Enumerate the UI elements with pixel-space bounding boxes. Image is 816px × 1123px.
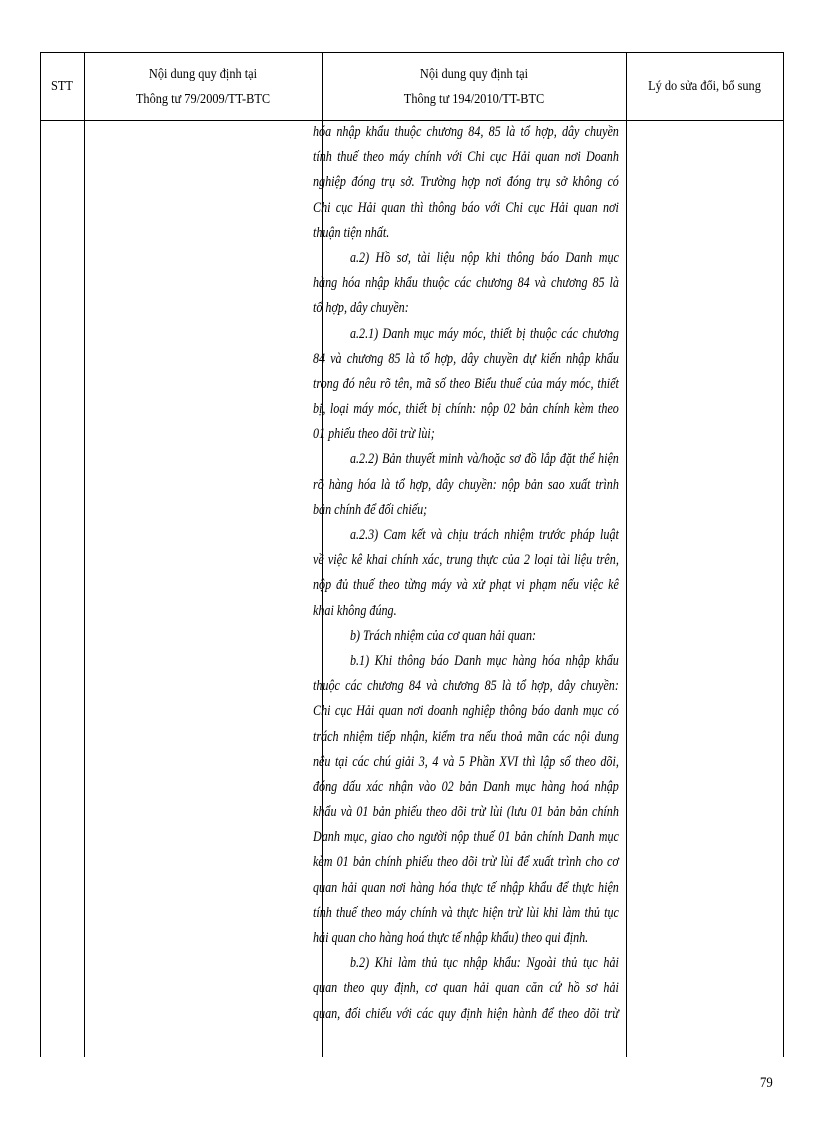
header-new-circular (340, 53, 608, 120)
header-old-line2: Thông tư 79/2009/TT-BTC (135, 91, 271, 107)
content-line: tính thuế theo máy chính với Chi cục Hải quan nơi Doanh (313, 149, 619, 166)
content-line: nộp đủ thuế theo từng máy và xử phạt vi phạm nếu việc kê (313, 577, 619, 594)
content-line: trách nhiệm tiếp nhận, kiểm tra nếu thoả mãn các nội dung (313, 728, 619, 745)
header-new-line1: Nội dung quy định tại (419, 66, 529, 82)
content-line: bản chính để đối chiếu; (313, 501, 428, 518)
page-number: 79 (760, 1075, 773, 1091)
content-line: trong đó nêu rõ tên, mã số theo Biểu thuế của máy móc, thiết (313, 375, 619, 392)
table-border-left (40, 53, 41, 1057)
header-stt (43, 53, 82, 120)
content-line: rõ hàng hóa là tổ hợp, dây chuyền: nộp bản sao xuất trình (313, 476, 619, 493)
content-line: a.2) Hồ sơ, tài liệu nộp khi thông báo Danh mục (349, 249, 619, 266)
new-circular-content (313, 120, 619, 1027)
content-line: 84 và chương 85 là tổ hợp, dây chuyền dự kiến nhập khẩu (313, 350, 619, 367)
content-line: thuộc các chương 84 và chương 85 là tổ hợp, dây chuyền: (313, 678, 619, 695)
content-line: quan theo quy định, cơ quan hải quan căn cứ hồ sơ hải (313, 980, 619, 997)
header-stt-label: STT (51, 79, 73, 94)
header-old-circular (98, 53, 307, 120)
content-line: khẩu và 01 bản phiếu theo dõi trừ lùi (lưu 01 bản bản chính (313, 804, 619, 821)
header-old-line1: Nội dung quy định tại (148, 66, 258, 82)
content-line: 01 phiếu theo dõi trừ lùi; (313, 426, 435, 443)
content-line: b.2) Khi làm thủ tục nhập khẩu: Ngoài thủ tục hải (349, 955, 619, 972)
content-line: nêu tại các chú giải 3, 4 và 5 Phần XVI thì lập sổ theo dõi, (313, 753, 619, 770)
content-line: a.2.2) Bản thuyết minh và/hoặc sơ đồ lắp đặt thể hiện (349, 451, 619, 468)
content-line: Danh mục, giao cho người nộp thuế 01 bản chính Danh mục (313, 829, 619, 846)
content-line: b) Trách nhiệm của cơ quan hải quan: (349, 627, 537, 644)
content-line: tính thuế theo máy chính và thực hiện trừ lùi khi làm thủ tục (313, 904, 619, 921)
content-line: bị, loại máy móc, thiết bị chính: nộp 02 bản chính kèm theo (313, 401, 619, 418)
content-line: quan hải quan nơi hàng hóa thực tế nhập khẩu để thực hiện (313, 879, 619, 896)
table-border-right (783, 53, 784, 1057)
content-line: hàng hóa nhập khẩu thuộc các chương 84 và chương 85 là (313, 275, 619, 292)
column-divider-1 (84, 53, 85, 1057)
content-line: a.2.1) Danh mục máy móc, thiết bị thuộc các chương (349, 325, 619, 342)
content-line: Chi cục Hải quan thì thông báo với Chi cục Hải quan nơi (313, 199, 619, 216)
column-divider-3 (626, 53, 627, 1057)
content-line: thuận tiện nhất. (313, 224, 390, 241)
content-line: khai không đúng. (313, 602, 397, 619)
content-line: hóa nhập khẩu thuộc chương 84, 85 là tổ hợp, dây chuyền (313, 124, 619, 140)
content-line: a.2.3) Cam kết và chịu trách nhiệm trước pháp luật (349, 527, 619, 543)
content-line: về việc kê khai chính xác, trung thực của 2 loại tài liệu trên, (313, 552, 619, 569)
content-line: kèm 01 bản chính phiếu theo dõi trừ lùi để xuất trình cho cơ (313, 854, 619, 871)
content-line: tổ hợp, dây chuyền: (313, 300, 409, 317)
header-reason-label: Lý do sửa đổi, bổ sung (648, 79, 761, 94)
content-line: b.1) Khi thông báo Danh mục hàng hóa nhập khẩu (349, 652, 619, 669)
header-reason (635, 53, 773, 120)
content-line: Chi cục Hải quan nơi doanh nghiệp thông báo danh mục có (313, 703, 619, 720)
content-line: hải quan cho hàng hoá thực tế nhập khẩu) theo qui định. (313, 930, 589, 946)
content-line: nghiệp đóng trụ sở. Trường hợp nơi đóng trụ sở không có (313, 174, 619, 191)
content-line: đóng dấu xác nhận vào 02 bản Danh mục hàng hoá nhập (313, 778, 619, 795)
header-new-line2: Thông tư 194/2010/TT-BTC (403, 91, 545, 107)
content-line: quan, đối chiếu với các quy định hiện hành để theo dõi trừ (313, 1005, 619, 1022)
